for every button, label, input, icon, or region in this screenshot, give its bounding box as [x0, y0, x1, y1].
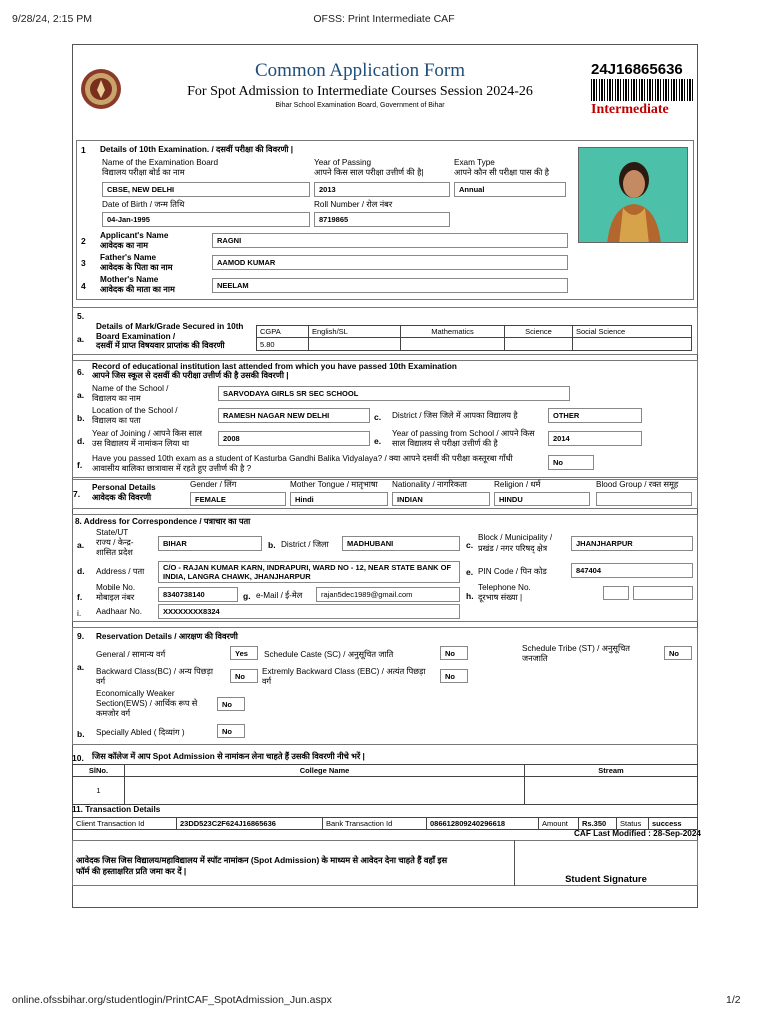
client-txn-label: Client Transaction Id: [73, 818, 177, 830]
bc-label-hi: वर्ग: [96, 677, 106, 686]
transaction-heading: 11. Transaction Details: [72, 805, 161, 814]
school-name-label-hi: विद्यालय का नाम: [92, 394, 141, 403]
st-value: No: [664, 646, 692, 660]
district-value: MADHUBANI: [342, 536, 460, 551]
school-district-value: OTHER: [548, 408, 642, 423]
bank-txn-label: Bank Transaction Id: [323, 818, 427, 830]
ews-label-2: Section(EWS) / आर्थिक रूप से: [96, 699, 198, 708]
state-label-hi-2: शासित प्रदेश: [96, 548, 133, 557]
bc-value: No: [230, 669, 258, 683]
barcode: [591, 79, 695, 101]
ebc-value: No: [440, 669, 468, 683]
sub-number: g.: [243, 591, 251, 601]
section-number: 4: [81, 281, 86, 291]
mobile-label: Mobile No.: [96, 583, 136, 592]
telephone-std-box: [603, 586, 629, 600]
sub-number: c.: [374, 412, 382, 422]
sub-number: f.: [77, 460, 83, 470]
type-label: Exam Type: [454, 158, 495, 167]
block-value: JHANJHARPUR: [571, 536, 693, 551]
dob-label: Date of Birth / जन्म तिथि: [102, 200, 185, 209]
dob-value: 04-Jan-1995: [102, 212, 310, 227]
amount-label: Amount: [539, 818, 579, 830]
sub-number: a.: [77, 390, 85, 400]
state-label-hi: राज्य / केन्द्र-: [96, 538, 134, 547]
college-col-name: College Name: [125, 765, 525, 777]
specially-abled-label: Specially Abled ( दिव्यांग ): [96, 728, 185, 737]
school-district-label: District / जिस जिले में आपका विद्यालय है: [392, 411, 518, 420]
marks-col-cgpa: CGPA: [257, 326, 309, 338]
sub-number: h.: [466, 591, 474, 601]
print-page-title: OFSS: Print Intermediate CAF: [313, 13, 455, 25]
sub-number: d.: [77, 436, 85, 446]
section-number: 10.: [72, 753, 84, 763]
sub-number: c.: [466, 540, 474, 550]
kgbv-label-hi: आवासीय बालिका छात्रावास में रहते हुए उत्तीर्ण की है ?: [92, 464, 252, 473]
personal-details-label-hi: आवेदक की विवरणी: [92, 493, 152, 502]
marks-col-science: Science: [505, 326, 573, 338]
college-col-slno: SlNo.: [73, 765, 125, 777]
ews-label: Economically Weaker: [96, 689, 175, 698]
mobile-label-hi: मोबाइल नंबर: [96, 593, 135, 602]
marks-maths-value: [401, 338, 505, 351]
marks-label-hi: दसवीं में प्राप्त विषयवार प्राप्तांक की विवरणी: [96, 341, 225, 350]
mother-name-label-hi: आवेदक की माता का नाम: [100, 285, 175, 294]
application-id: 24J16865636: [591, 61, 683, 78]
passing-label-hi: साल विद्यालय से परीक्षा उत्तीर्ण की है: [392, 439, 498, 448]
form-title: Common Application Form: [254, 60, 466, 81]
sub-number: i.: [77, 608, 82, 618]
passing-value: 2014: [548, 431, 642, 446]
board-label: Name of the Examination Board: [102, 158, 219, 167]
ews-label-hi: कमजोर वर्ग: [96, 709, 131, 718]
sub-number: b.: [77, 413, 85, 423]
section-number: 3: [81, 258, 86, 268]
table-row: [73, 777, 698, 805]
address-line-2: INDIA, LANGRA CHAWK, JHANJHARPUR: [163, 571, 311, 581]
sc-label: Schedule Caste (SC) / अनुसूचित जाति: [264, 650, 394, 659]
mobile-value: 8340738140: [158, 587, 238, 602]
print-url: online.ofssbihar.org/studentlogin/PrintCAF_SpotAdmission_Jun.aspx: [12, 994, 332, 1006]
applicant-name-label: Applicant's Name: [100, 231, 169, 240]
school-heading-hi: आपने जिस स्कूल से दसवीं की परीक्षा उत्तीर्ण की है उसकी विवरणी |: [92, 371, 289, 380]
nationality-label: Nationality / नागरिकता: [392, 480, 467, 489]
mother-tongue-value: Hindi: [290, 492, 388, 506]
father-name-label-hi: आवेदक के पिता का नाम: [100, 263, 173, 272]
caf-last-modified: CAF Last Modified : 28-Sep-2024: [574, 829, 701, 838]
college-row-slno: 1: [73, 777, 125, 805]
roll-label: Roll Number / रोल नंबर: [314, 200, 393, 209]
joining-value: 2008: [218, 431, 370, 446]
school-location-label-hi: विद्यालय का पता: [92, 416, 141, 425]
sub-number: e.: [466, 567, 474, 577]
sub-number: a.: [77, 334, 85, 344]
school-name-label: Name of the School /: [92, 384, 169, 393]
section-number: 1: [81, 145, 86, 155]
state-value: BIHAR: [158, 536, 262, 551]
block-label: Block / Municipality /: [478, 533, 553, 542]
nationality-value: INDIAN: [392, 492, 490, 506]
year-label-hi: आपने किस साल परीक्षा उत्तीर्ण की है|: [314, 168, 424, 177]
pin-label: PIN Code / पिन कोड: [478, 567, 547, 576]
mother-name-label: Mother's Name: [100, 275, 159, 284]
ebc-label: Extremly Backward Class (EBC) / अत्यंत पिछड़ा: [262, 667, 426, 676]
personal-details-label: Personal Details: [92, 483, 156, 492]
marks-col-social: Social Science: [573, 326, 692, 338]
marks-science-value: [505, 338, 573, 351]
marks-label: Details of Mark/Grade Secured in 10th Board Examination /: [96, 322, 244, 341]
college-row-stream: [525, 777, 698, 805]
specially-abled-value: No: [217, 724, 245, 738]
bank-txn-value: 086612809240296618: [427, 818, 539, 830]
address-value: [158, 561, 460, 583]
board-label-hi: विद्यालय परीक्षा बोर्ड का नाम: [102, 168, 185, 177]
father-name-value: AAMOD KUMAR: [212, 255, 568, 270]
address-heading: 8. Address for Correspondence / पत्राचार का पता: [75, 517, 251, 526]
marks-social-value: [573, 338, 692, 351]
marks-cgpa-value: 5.80: [257, 338, 309, 351]
sub-number: a.: [77, 540, 85, 550]
district-label: District / जिला: [281, 540, 329, 549]
section-number: 9.: [77, 631, 85, 641]
email-value: rajan5dec1989@gmail.com: [316, 587, 460, 602]
section-1-heading: Details of 10th Examination. / दसवीं परीक्षा की विवरणी |: [100, 145, 294, 154]
kgbv-value: No: [548, 455, 594, 470]
bseb-logo: [80, 68, 122, 110]
aadhaar-label: Aadhaar No.: [96, 607, 142, 616]
telephone-number-box: [633, 586, 693, 600]
email-label: e-Mail / ई-मेल: [256, 591, 303, 600]
roll-value: 8719865: [314, 212, 450, 227]
blood-group-label: Blood Group / रक्त समूह: [596, 480, 679, 489]
board-value: CBSE, NEW DELHI: [102, 182, 310, 197]
client-txn-value: 23DD523C2F624J16865636: [177, 818, 323, 830]
reservation-heading: Reservation Details / आरक्षण की विवरणी: [96, 632, 238, 641]
college-table: [72, 764, 698, 805]
course-label: Intermediate: [591, 102, 669, 117]
father-name-label: Father's Name: [100, 253, 157, 262]
sub-number: b.: [77, 729, 85, 739]
block-label-hi: प्रखंड / नगर परिषद् क्षेत्र: [478, 544, 548, 553]
aadhaar-value: XXXXXXXX8324: [158, 604, 460, 619]
address-label: Address / पता: [96, 567, 145, 576]
general-label: General / सामान्य वर्ग: [96, 650, 166, 659]
kgbv-label: Have you passed 10th exam as a student of Kasturba Gandhi Balika Vidyalaya? / क्या आपने दसवीं की परीक्षा कस्तूरबा गाँधी: [92, 454, 513, 463]
passing-label: Year of passing from School / आपने किस: [392, 429, 535, 438]
st-label-hi: जनजाति: [522, 654, 548, 663]
declaration-text-2: फॉर्म की हस्ताक्षरित प्रति जमा कर दें |: [76, 866, 187, 876]
sub-number: a.: [77, 662, 85, 672]
gender-label: Gender / लिंग: [190, 480, 237, 489]
school-location-value: RAMESH NAGAR NEW DELHI: [218, 408, 370, 423]
student-signature-label: Student Signature: [565, 874, 647, 885]
gender-value: FEMALE: [190, 492, 286, 506]
ebc-label-hi: वर्ग: [262, 677, 272, 686]
section-number: 7.: [73, 489, 81, 499]
college-row-name: [125, 777, 525, 805]
sub-number: d.: [77, 566, 85, 576]
mother-tongue-label: Mother Tongue / मातृभाषा: [290, 480, 378, 489]
section-number: 2: [81, 236, 86, 246]
amount-value: Rs.350: [579, 818, 617, 830]
form-subtitle: For Spot Admission to Intermediate Courses Session 2024-26: [187, 84, 533, 99]
status-label: Status: [617, 818, 649, 830]
sub-number: f.: [77, 592, 83, 602]
sub-number: b.: [268, 540, 276, 550]
year-value: 2013: [314, 182, 450, 197]
school-name-value: SARVODAYA GIRLS SR SEC SCHOOL: [218, 386, 570, 401]
print-page-number: 1/2: [726, 994, 741, 1006]
college-col-stream: Stream: [525, 765, 698, 777]
section-number: 5.: [77, 311, 85, 321]
board-name: Bihar School Examination Board, Government of Bihar: [275, 102, 445, 109]
bc-label: Backward Class(BC) / अन्य पिछड़ा: [96, 667, 214, 676]
marks-col-english: English/SL: [309, 326, 401, 338]
status-value: success: [649, 818, 698, 830]
applicant-photo: [578, 147, 688, 243]
general-value: Yes: [230, 646, 258, 660]
telephone-label: Telephone No.: [478, 583, 531, 592]
state-label: State/UT: [96, 528, 129, 537]
religion-value: HINDU: [494, 492, 590, 506]
religion-label: Religion / धर्म: [494, 480, 541, 489]
college-heading: जिस कॉलेज में आप Spot Admission से नामांकन लेना चाहते हैं उसकी विवरणी नीचे भरें |: [92, 752, 365, 761]
school-location-label: Location of the School /: [92, 406, 178, 415]
marks-english-value: [309, 338, 401, 351]
section-number: 6.: [77, 367, 85, 377]
marks-col-maths: Mathematics: [401, 326, 505, 338]
applicant-name-label-hi: आवेदक का नाम: [100, 241, 149, 250]
sc-value: No: [440, 646, 468, 660]
print-datetime: 9/28/24, 2:15 PM: [12, 13, 92, 25]
st-label: Schedule Tribe (ST) / अनुसूचित: [522, 644, 630, 653]
joining-label: Year of Joining / आपने किस साल: [92, 429, 202, 438]
type-label-hi: आपने कौन सी परीक्षा पास की है: [454, 168, 549, 177]
marks-table: [256, 325, 692, 351]
type-value: Annual: [454, 182, 566, 197]
declaration-text-1: आवेदक जिस जिस विद्यालय/महाविद्यालय में स्पॉट नामांकन (Spot Admission) के माध्यम से आवेदन देना चाहते हैं वहाँ इस: [76, 855, 448, 865]
blood-group-value: [596, 492, 692, 506]
ews-value: No: [217, 697, 245, 711]
school-heading: Record of educational institution last attended from which you have passed 10th Examination: [92, 362, 457, 371]
telephone-label-hi: दूरभाष संख्या |: [478, 593, 523, 602]
mother-name-value: NEELAM: [212, 278, 568, 293]
sub-number: e.: [374, 436, 382, 446]
pin-value: 847404: [571, 563, 693, 578]
address-line-1: C/O - RAJAN KUMAR KARN, INDRAPURI, WARD NO - 12, NEAR STATE BANK OF: [163, 563, 452, 572]
year-label: Year of Passing: [314, 158, 372, 167]
joining-label-hi: उस विद्यालय में नामांकन लिया था: [92, 439, 189, 448]
applicant-name-value: RAGNI: [212, 233, 568, 248]
